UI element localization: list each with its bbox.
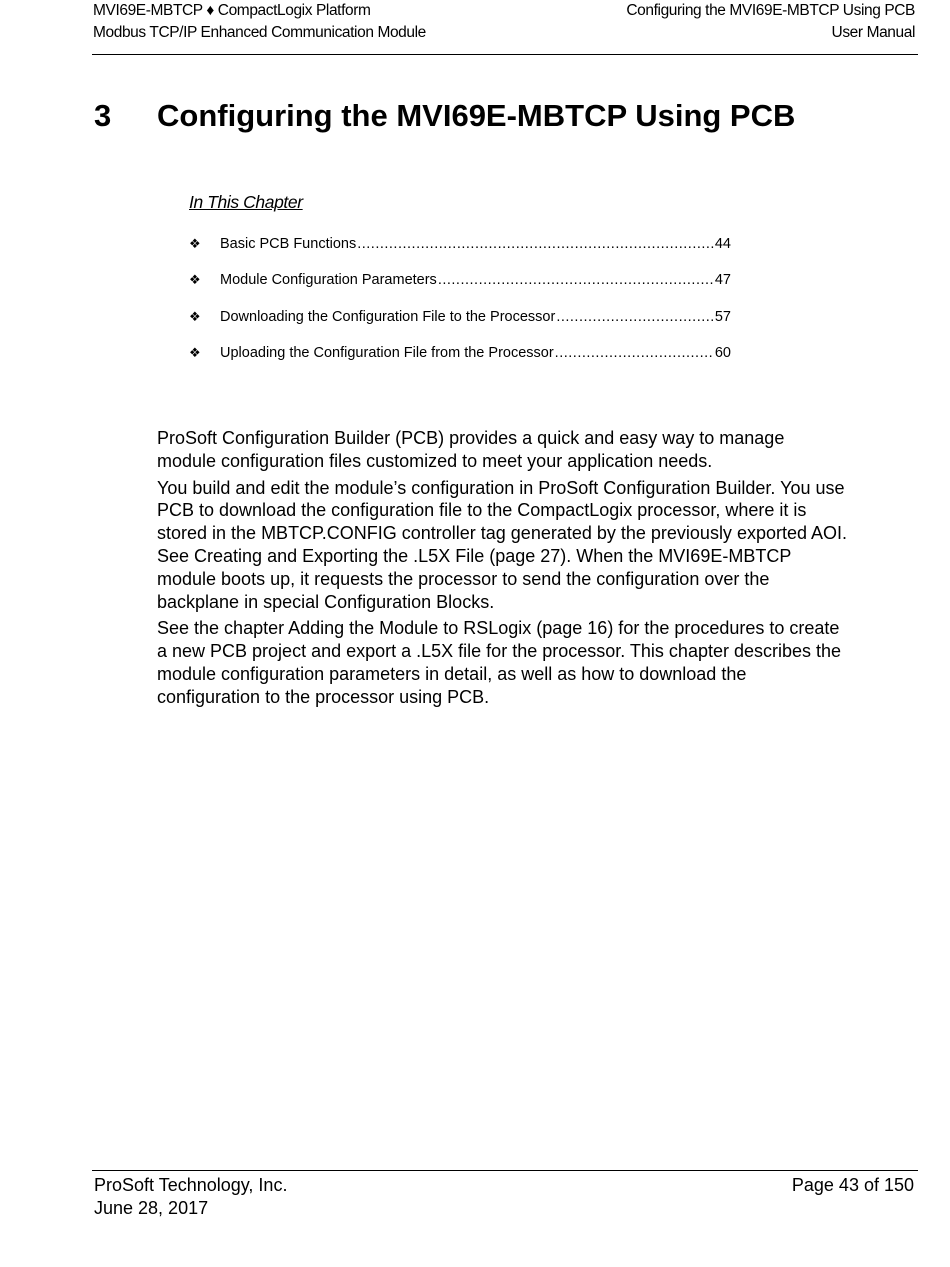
chapter-body (157, 427, 847, 713)
toc-link-module-configuration-parameters[interactable]: Module Configuration Parameters (220, 272, 437, 289)
toc-dot-leader (555, 341, 714, 365)
header-chapter-line: Configuring the MVI69E-MBTCP Using PCB (626, 2, 915, 19)
footer-page-number: Page 43 of 150 (791, 1175, 914, 1195)
page-footer (92, 1170, 918, 1218)
toc-page-number[interactable]: 47 (714, 272, 731, 289)
toc-link-uploading-configuration[interactable]: Uploading the Configuration File from the Processor (220, 344, 554, 361)
toc-item[interactable] (189, 232, 731, 268)
footer-right (792, 1174, 914, 1197)
diamond-bullet-icon: ❖ (189, 236, 201, 251)
toc-item[interactable] (189, 341, 731, 377)
footer-company: ProSoft Technology, Inc. (94, 1175, 288, 1195)
toc-page-number[interactable]: 44 (714, 236, 731, 252)
intro-paragraph: ProSoft Configuration Builder (PCB) provides a quick and easy way to manage module configuration files customized to meet your application needs. (157, 428, 785, 471)
header-manual-line: User Manual (831, 24, 915, 41)
diamond-bullet-icon: ❖ (189, 272, 201, 288)
toc-page-number[interactable]: 57 (714, 308, 731, 325)
toc-dot-leader (556, 305, 714, 329)
header-left (93, 0, 426, 44)
toc-heading: In This Chapter (189, 192, 303, 212)
diamond-bullet-icon: ❖ (189, 344, 201, 360)
chapter-number: 3 (94, 98, 112, 133)
diamond-bullet-icon: ❖ (189, 308, 201, 324)
chapter-heading (94, 96, 795, 136)
toc-page-number[interactable]: 60 (714, 344, 731, 361)
footer-left (94, 1174, 287, 1219)
toc-dot-leader (438, 268, 714, 292)
toc-link-basic-pcb-functions[interactable]: Basic PCB Functions (220, 236, 357, 252)
chapter-toc (189, 232, 731, 377)
toc-entry[interactable] (220, 268, 731, 292)
chapter-title: Configuring the MVI69E-MBTCP Using PCB (157, 98, 796, 133)
footer-date: June 28, 2017 (94, 1197, 209, 1218)
toc-link-downloading-configuration[interactable]: Downloading the Configuration File to the Processor (220, 308, 556, 325)
toc-entry[interactable] (220, 305, 731, 329)
toc-item[interactable] (189, 268, 731, 304)
page-header (92, 0, 918, 55)
header-right (626, 0, 915, 44)
build-edit-paragraph: You build and edit the module’s configuration in ProSoft Configuration Builder. You use PCB to download the configuration file to the CompactLogix processor, where it is stored in the MBTCP.CONFIG controller tag generated by the previously exported AOI. See Creating and Exporting the .L5X File (page 27). When the MVI69E-MBTCP module boots up, it requests the processor to send the configuration over the backplane in special Configuration Blocks. (157, 477, 848, 612)
see-chapter-paragraph: See the chapter Adding the Module to RSLogix (page 16) for the procedures to create a new PCB project and export a .L5X file for the processor. This chapter describes the module configuration parameters in detail, as well as how to download the configuration to the processor using PCB. (157, 618, 842, 707)
toc-entry[interactable] (220, 232, 731, 256)
header-module-line: Modbus TCP/IP Enhanced Communication Module (93, 24, 426, 41)
toc-entry[interactable] (220, 341, 731, 365)
toc-item[interactable] (189, 305, 731, 341)
toc-dot-leader (357, 232, 714, 256)
header-product-line: MVI69E-MBTCP ♦ CompactLogix Platform (93, 2, 371, 19)
